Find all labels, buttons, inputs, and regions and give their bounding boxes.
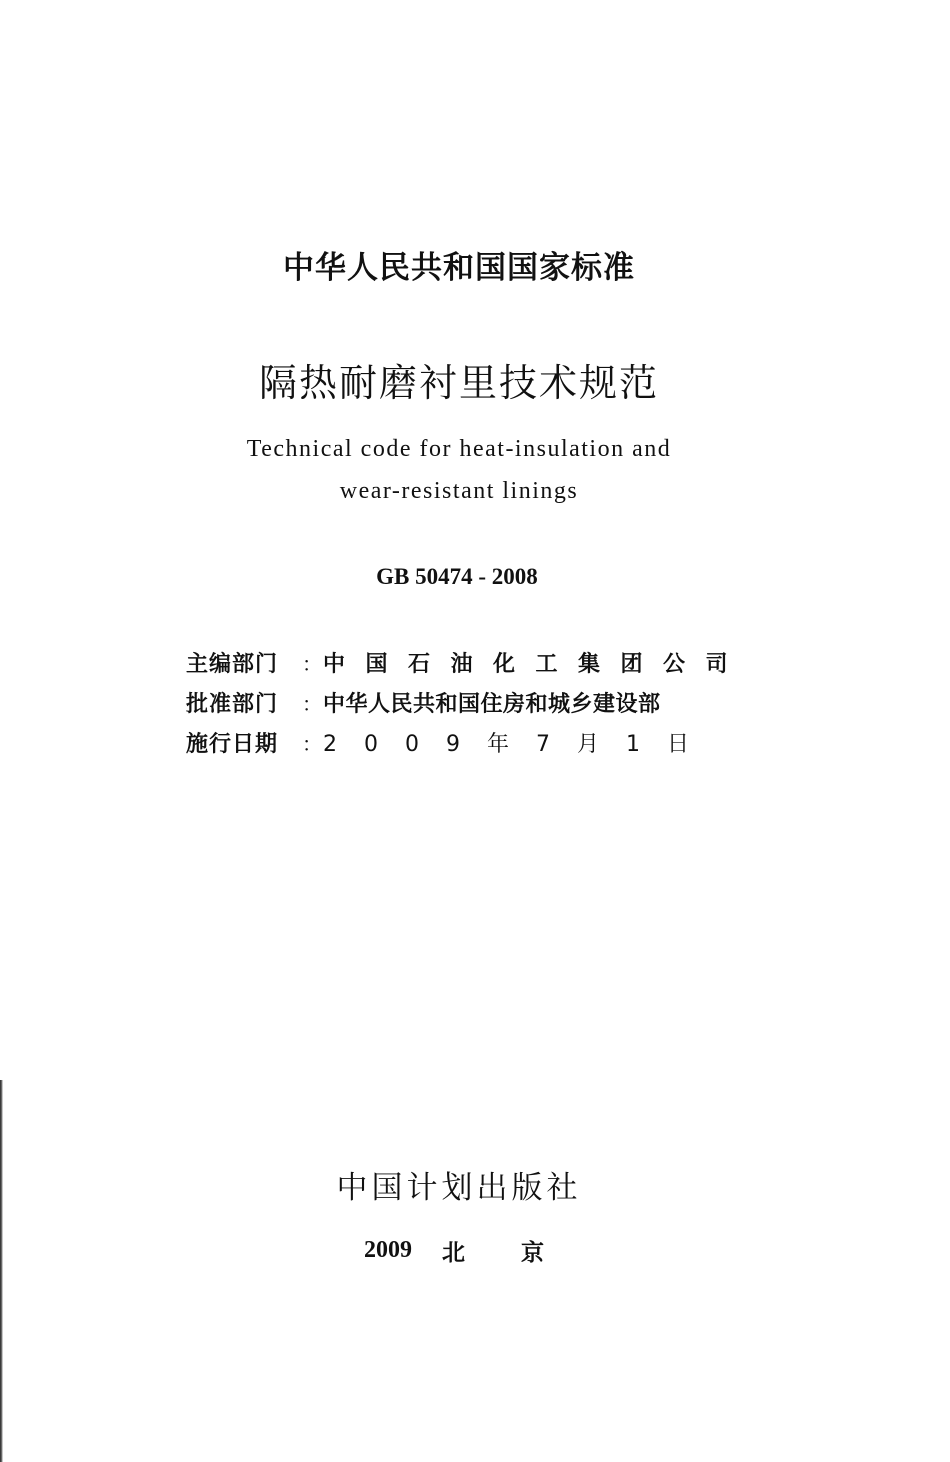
info-row-approver [186, 686, 731, 718]
approver-label: 批准部门 [186, 691, 279, 717]
editor-value: 中国石油化工集团公司 [323, 651, 749, 677]
standard-code: GB 50474 - 2008 [376, 564, 538, 589]
info-row-editor [186, 646, 749, 678]
effective-date-value: 2009年7月1日 [323, 731, 716, 757]
document-title-english-line1: Technical code for heat-insulation and [246, 436, 672, 462]
editor-separator: ： [302, 651, 322, 676]
info-row-effective-date [186, 726, 731, 758]
effective-date-label: 施行日期 [186, 731, 279, 757]
publisher-name: 中国计划出版社 [336, 1170, 582, 1206]
publication-line [364, 1234, 600, 1266]
editor-label: 主编部门 [186, 651, 279, 677]
publication-city: 北京 [442, 1239, 600, 1266]
approver-value: 中华人民共和国住房和城乡建设部 [323, 691, 661, 717]
page-binding-edge [0, 1080, 3, 1462]
publication-year: 2009 [364, 1236, 412, 1263]
approver-separator: ： [302, 691, 322, 716]
document-title-english-line2: wear-resistant linings [339, 478, 579, 504]
standard-type-heading: 中华人民共和国国家标准 [283, 250, 635, 286]
document-title-chinese: 隔热耐磨衬里技术规范 [258, 361, 659, 405]
effective-date-separator: ： [302, 731, 322, 756]
